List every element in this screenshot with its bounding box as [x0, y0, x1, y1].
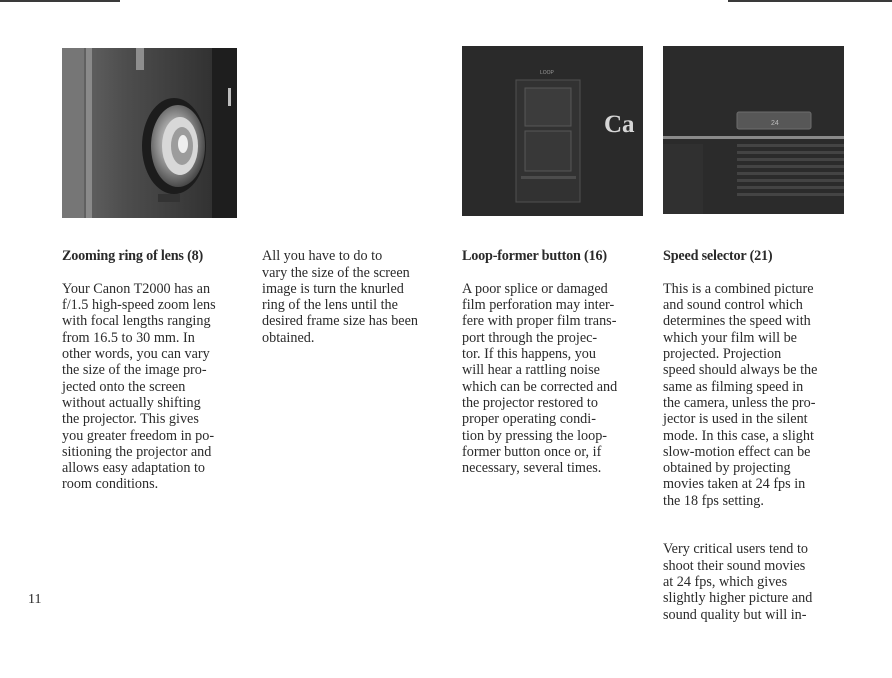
- page-number: 11: [28, 592, 42, 607]
- zoom-ring-body: Your Canon T2000 has an f/1.5 high-speed zoom lens with focal lengths ranging from 16.5 to 30 mm. In other words, you can vary the size of the image pro- jected onto the screen without actually shifting the projector. This gives you greater freedom in po- sitioning the projector and allows easy adaptation to room conditions.: [62, 280, 216, 493]
- zoom-ring-section: [62, 232, 252, 509]
- zoom-ring-photo: [62, 48, 237, 218]
- zoom-ring-continuation: [262, 232, 452, 362]
- zoom-ring-heading: Zooming ring of lens (8): [62, 248, 204, 265]
- speed-selector-illustration: [663, 46, 844, 214]
- canon-logo: Ca: [604, 111, 635, 138]
- top-rule-left: [0, 0, 120, 2]
- loop-former-illustration: [462, 46, 643, 216]
- zoom-ring-illustration: [62, 48, 237, 218]
- loop-former-heading: Loop-former button (16): [462, 248, 607, 265]
- speed-value: 24: [771, 120, 779, 127]
- speed-selector-body: This is a combined picture and sound control which determines the speed with which your film will be projected. Projection speed should always be the same as filming speed in the camera, unless the pro- jector is used in the silent mode. In this case, a slight slow-motion effect can be obtained by projecting movies taken at 24 fps in the 18 fps setting.: [663, 280, 818, 509]
- loop-former-photo: [462, 46, 643, 216]
- loop-former-section: [462, 232, 654, 493]
- speed-selector-section: [663, 232, 863, 639]
- speed-selector-heading: Speed selector (21): [663, 248, 773, 265]
- zoom-ring-continuation-text: All you have to do to vary the size of the screen image is turn the knurled ring of the lens until the desired frame size has been obtained.: [262, 248, 418, 346]
- speed-selector-photo: [663, 46, 844, 214]
- loop-label: LOOP: [540, 70, 554, 76]
- speed-selector-body-2: Very critical users tend to shoot their sound movies at 24 fps, which gives slightly higher picture and sound quality but will in-: [663, 541, 813, 623]
- top-rule-right: [728, 0, 892, 2]
- loop-former-body: A poor splice or damaged film perforation may inter- fere with proper film trans- port through the projec- tor. If this happens, you will hear a rattling noise which can be corrected and the projector restored to proper operating condi- tion by pressing the loop- former button once or, if necessary, several times.: [462, 280, 618, 477]
